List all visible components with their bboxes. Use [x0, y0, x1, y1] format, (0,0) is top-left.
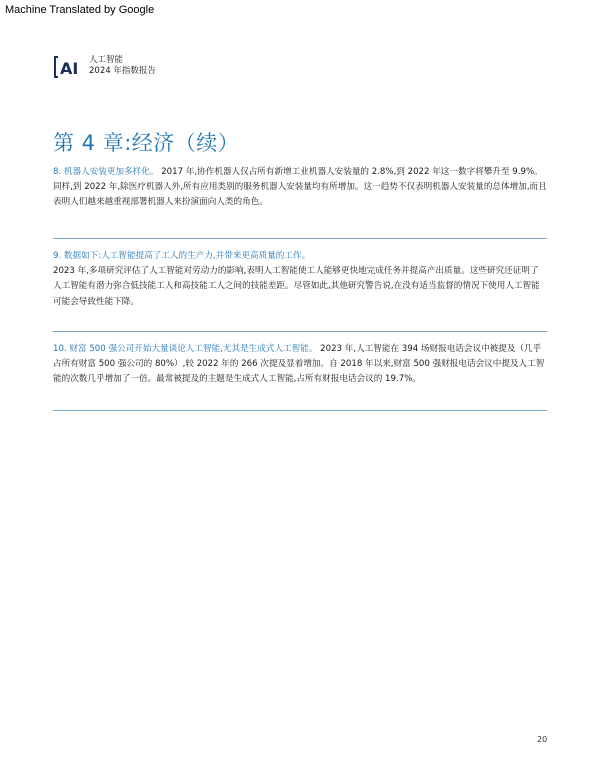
report-header — [53, 55, 156, 79]
page-number: 20 — [537, 735, 548, 744]
ai-index-logo-icon — [53, 55, 83, 79]
section-heading: 10. 财富 500 强公司开始大量谈论人工智能,尤其是生成式人工智能。 — [53, 344, 318, 354]
section-body: 2023 年,多项研究评估了人工智能对劳动力的影响,表明人工智能使工人能够更快地完成任务并提高产出质量。这些研究还证明了人工智能有潜力弥合低技能工人和高技能工人之间的技能差距。尽管如此,其他研究警告说,在没有适当监督的情况下使用人工智能可能会导致性能下降。 — [53, 266, 540, 307]
svg-text:AI: AI — [60, 59, 79, 78]
highlight-section-8 — [53, 165, 547, 211]
section-divider — [53, 331, 547, 332]
section-divider — [53, 238, 547, 239]
section-body: 2017 年,协作机器人仅占所有新增工业机器人安装量的 2.8%,到 2022 年这一数字将攀升至 9.9%。同样,到 2022 年,除医疗机器人外,所有应用类别的服务机器人安装量均有所增加。这一趋势不仅表明机器人安装量的总体增加,而且表明人们越来越重视部署机器人来扮演面向人类的角色。 — [53, 167, 547, 208]
section-heading: 8. 机器人安装更加多样化。 — [53, 167, 159, 177]
section-divider — [53, 410, 547, 411]
report-year: 2024 年指数报告 — [89, 66, 156, 76]
section-body: 2023 年,人工智能在 394 场财报电话会议中被提及（几乎占所有财富 500 强公司的 80%）,较 2022 年的 266 次提及显着增加。自 2018 年以来,财富 500 强财报电话会议中提及人工智能的次数几乎增加了一倍。最常被提及的主题是生成式人工智能,占所有财报电话会议的 19.7%。 — [53, 344, 545, 385]
report-header-text — [89, 55, 156, 77]
section-heading: 9. 数据如下:人工智能提高了工人的生产力,并带来更高质量的工作。 — [53, 251, 311, 261]
highlight-section-10 — [53, 342, 547, 388]
report-name: 人工智能 — [89, 55, 124, 65]
chapter-title: 第 4 章:经济（续） — [53, 131, 240, 155]
highlight-section-9 — [53, 249, 547, 310]
machine-translated-banner: Machine Translated by Google — [5, 4, 155, 16]
